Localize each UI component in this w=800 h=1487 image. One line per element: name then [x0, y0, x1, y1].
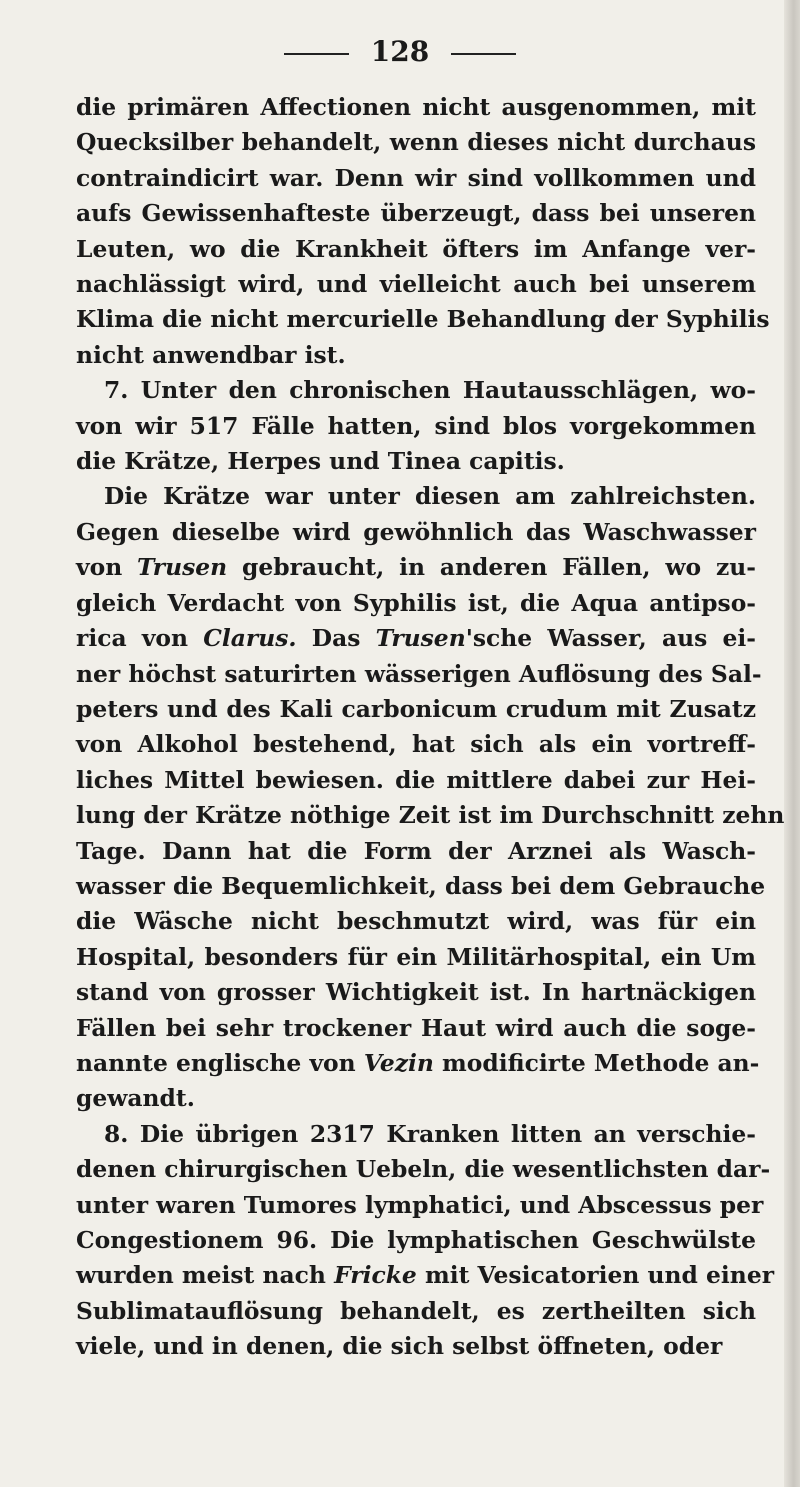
text-line: Die Krätze war unter diesen am zahlreichsten.	[104, 482, 756, 511]
text-line: peters und des Kali carbonicum crudum mit Zusatz	[76, 694, 756, 723]
text-run: Das	[311, 624, 361, 653]
text-line: Klima die nicht mercurielle Behandlung der Syphilis	[76, 305, 770, 334]
text-line: contraindicirt war. Denn wir sind vollkommen und	[76, 163, 756, 192]
italic-name: Trusen	[137, 553, 228, 582]
text-line: 8. Die übrigen 2317 Kranken litten an verschie-	[104, 1119, 756, 1148]
text-line: nachlässigt wird, und vielleicht auch bei unserem	[76, 270, 756, 299]
italic-name: Trusen	[375, 624, 466, 653]
text-line: Leuten, wo die Krankheit öfters im Anfange ver-	[76, 234, 756, 263]
text-line: denen chirurgischen Uebeln, die wesentlichsten dar-	[76, 1155, 771, 1184]
text-run: von	[76, 553, 123, 582]
text-line: Congestionem 96. Die lymphatischen Geschwülste	[76, 1226, 756, 1254]
text-line: unter waren Tumores lymphatici, und Abscessus per	[76, 1190, 764, 1219]
italic-name: Vezin	[363, 1048, 434, 1077]
text-line: Fällen bei sehr trockener Haut wird auch die soge-	[76, 1013, 756, 1042]
text-line: die Krätze, Herpes und Tinea capitis.	[76, 447, 565, 476]
text-line: die primären Affectionen nicht ausgenommen, mit	[76, 93, 756, 121]
italic-name: Clarus.	[203, 624, 297, 653]
text-line: gleich Verdacht von Syphilis ist, die Aqua antipso-	[76, 588, 756, 617]
text-line: viele, und in denen, die sich selbst öffneten, oder	[76, 1332, 723, 1361]
body-text	[76, 90, 785, 1365]
text-run: wurden meist nach	[76, 1261, 326, 1290]
text-line: von wir 517 Fälle hatten, sind blos vorgekommen	[76, 411, 756, 440]
text-line: Hospital, besonders für ein Militärhospital, ein Um	[76, 942, 756, 971]
text-line: Gegen dieselbe wird gewöhnlich das Waschwasser	[76, 517, 756, 546]
text-line	[76, 550, 756, 585]
text-line: von Alkohol bestehend, hat sich als ein vortreff-	[76, 730, 756, 759]
text-run: modificirte Methode an-	[442, 1048, 760, 1077]
text-line: ner höchst saturirten wässerigen Auflösung des Sal-	[76, 659, 762, 688]
text-line: Quecksilber behandelt, wenn dieses nicht durchaus	[76, 128, 756, 157]
text-line: lung der Krätze nöthige Zeit ist im Durchschnitt zehn	[76, 801, 785, 830]
page-header	[0, 36, 800, 68]
text-line	[76, 1046, 760, 1081]
text-line	[76, 621, 756, 656]
text-run: 'sche Wasser, aus ei-	[465, 624, 756, 653]
text-run: gebraucht, in anderen Fällen, wo zu-	[241, 553, 756, 582]
text-run: mit Vesicatorien und einer	[424, 1261, 775, 1290]
text-line: gewandt.	[76, 1084, 195, 1113]
italic-name: Fricke	[334, 1261, 417, 1290]
text-line	[76, 1258, 775, 1293]
text-line: wasser die Bequemlichkeit, dass bei dem Gebrauche	[76, 871, 766, 900]
text-line: nicht anwendbar ist.	[76, 340, 346, 369]
header-rule-left	[284, 53, 349, 55]
text-line: 7. Unter den chronischen Hautausschlägen, wo-	[104, 376, 756, 405]
text-run: nannte englische von	[76, 1048, 356, 1077]
text-line: liches Mittel bewiesen. die mittlere dabei zur Hei-	[76, 765, 756, 794]
text-run: rica von	[76, 624, 189, 653]
page-number: 128	[370, 35, 430, 68]
text-line: stand von grosser Wichtigkeit ist. In hartnäckigen	[76, 978, 756, 1007]
page-edge-shadow	[784, 0, 800, 1487]
text-line: die Wäsche nicht beschmutzt wird, was für ein	[76, 907, 756, 936]
text-line: Tage. Dann hat die Form der Arznei als Wasch-	[76, 836, 756, 865]
text-line: aufs Gewissenhafteste überzeugt, dass bei unseren	[76, 199, 756, 228]
text-line: Sublimatauflösung behandelt, es zertheilten sich	[76, 1296, 756, 1325]
header-rule-right	[451, 53, 516, 55]
